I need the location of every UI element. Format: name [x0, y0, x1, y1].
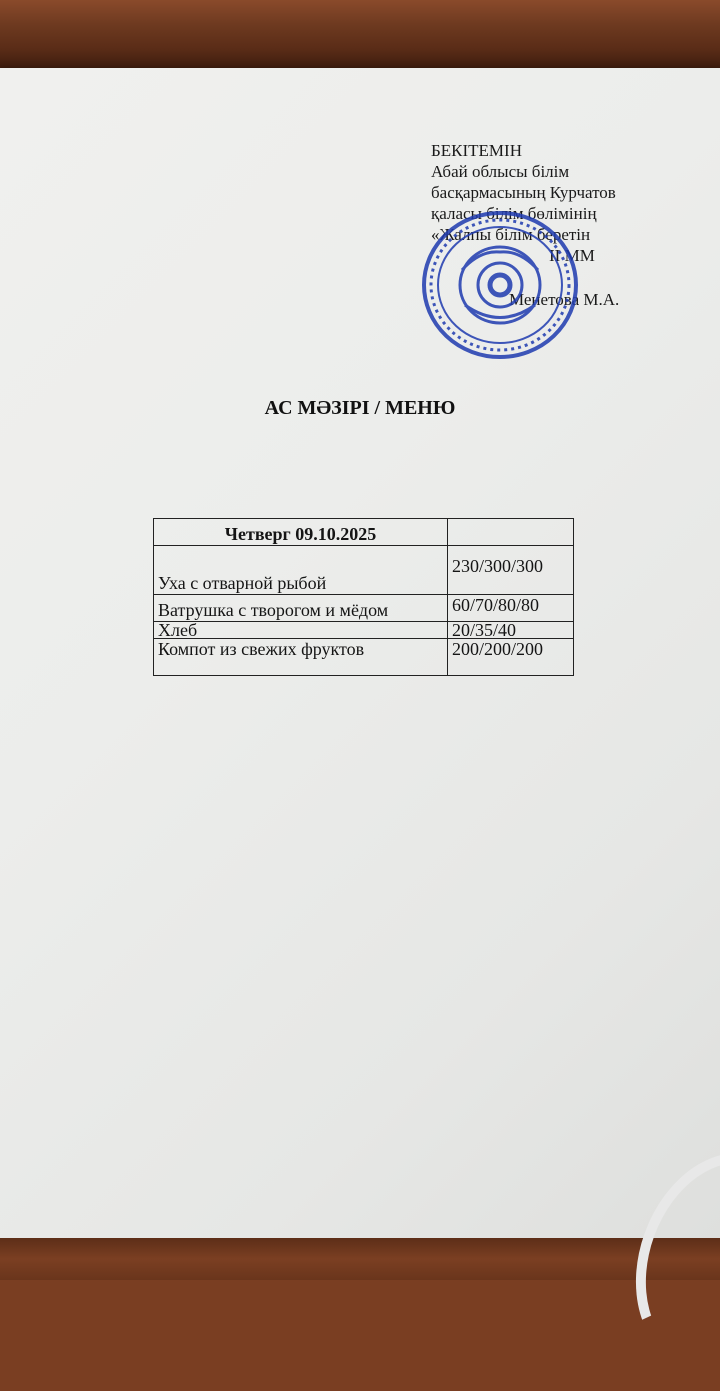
official-stamp — [420, 210, 580, 360]
table-row — [154, 622, 574, 639]
dish-portion: 20/35/40 — [448, 622, 574, 639]
table-row — [154, 595, 574, 622]
menu-table — [153, 518, 574, 676]
dish-name: Хлеб — [154, 622, 448, 639]
menu-empty-header — [448, 519, 574, 546]
approval-line: ІІ ММ — [549, 246, 595, 265]
approval-line: басқармасының Курчатов — [431, 183, 616, 202]
dish-name: Ватрушка с творогом и мёдом — [154, 595, 448, 622]
dish-portion: 230/300/300 — [448, 546, 574, 595]
wood-table-top — [0, 0, 720, 70]
table-row — [154, 546, 574, 595]
approval-line: қаласы білім бөлімінің — [431, 204, 597, 223]
table-row — [154, 639, 574, 676]
page-title: АС МӘЗІРІ / МЕНЮ — [264, 397, 456, 419]
dish-portion: 200/200/200 — [448, 639, 574, 676]
dish-name: Компот из свежих фруктов — [154, 639, 448, 676]
approval-line: Абай облысы білім — [431, 162, 570, 181]
menu-date-header: Четверг 09.10.2025 — [154, 519, 448, 546]
dish-name: Уха с отварной рыбой — [154, 546, 448, 595]
approval-line: «Жалпы білім беретін — [431, 225, 591, 244]
approval-line: БЕКІТЕМІН — [431, 141, 522, 160]
dish-portion: 60/70/80/80 — [448, 595, 574, 622]
signature-name: Менетова М.А. — [509, 290, 620, 309]
wood-table-bottom — [0, 1238, 720, 1280]
